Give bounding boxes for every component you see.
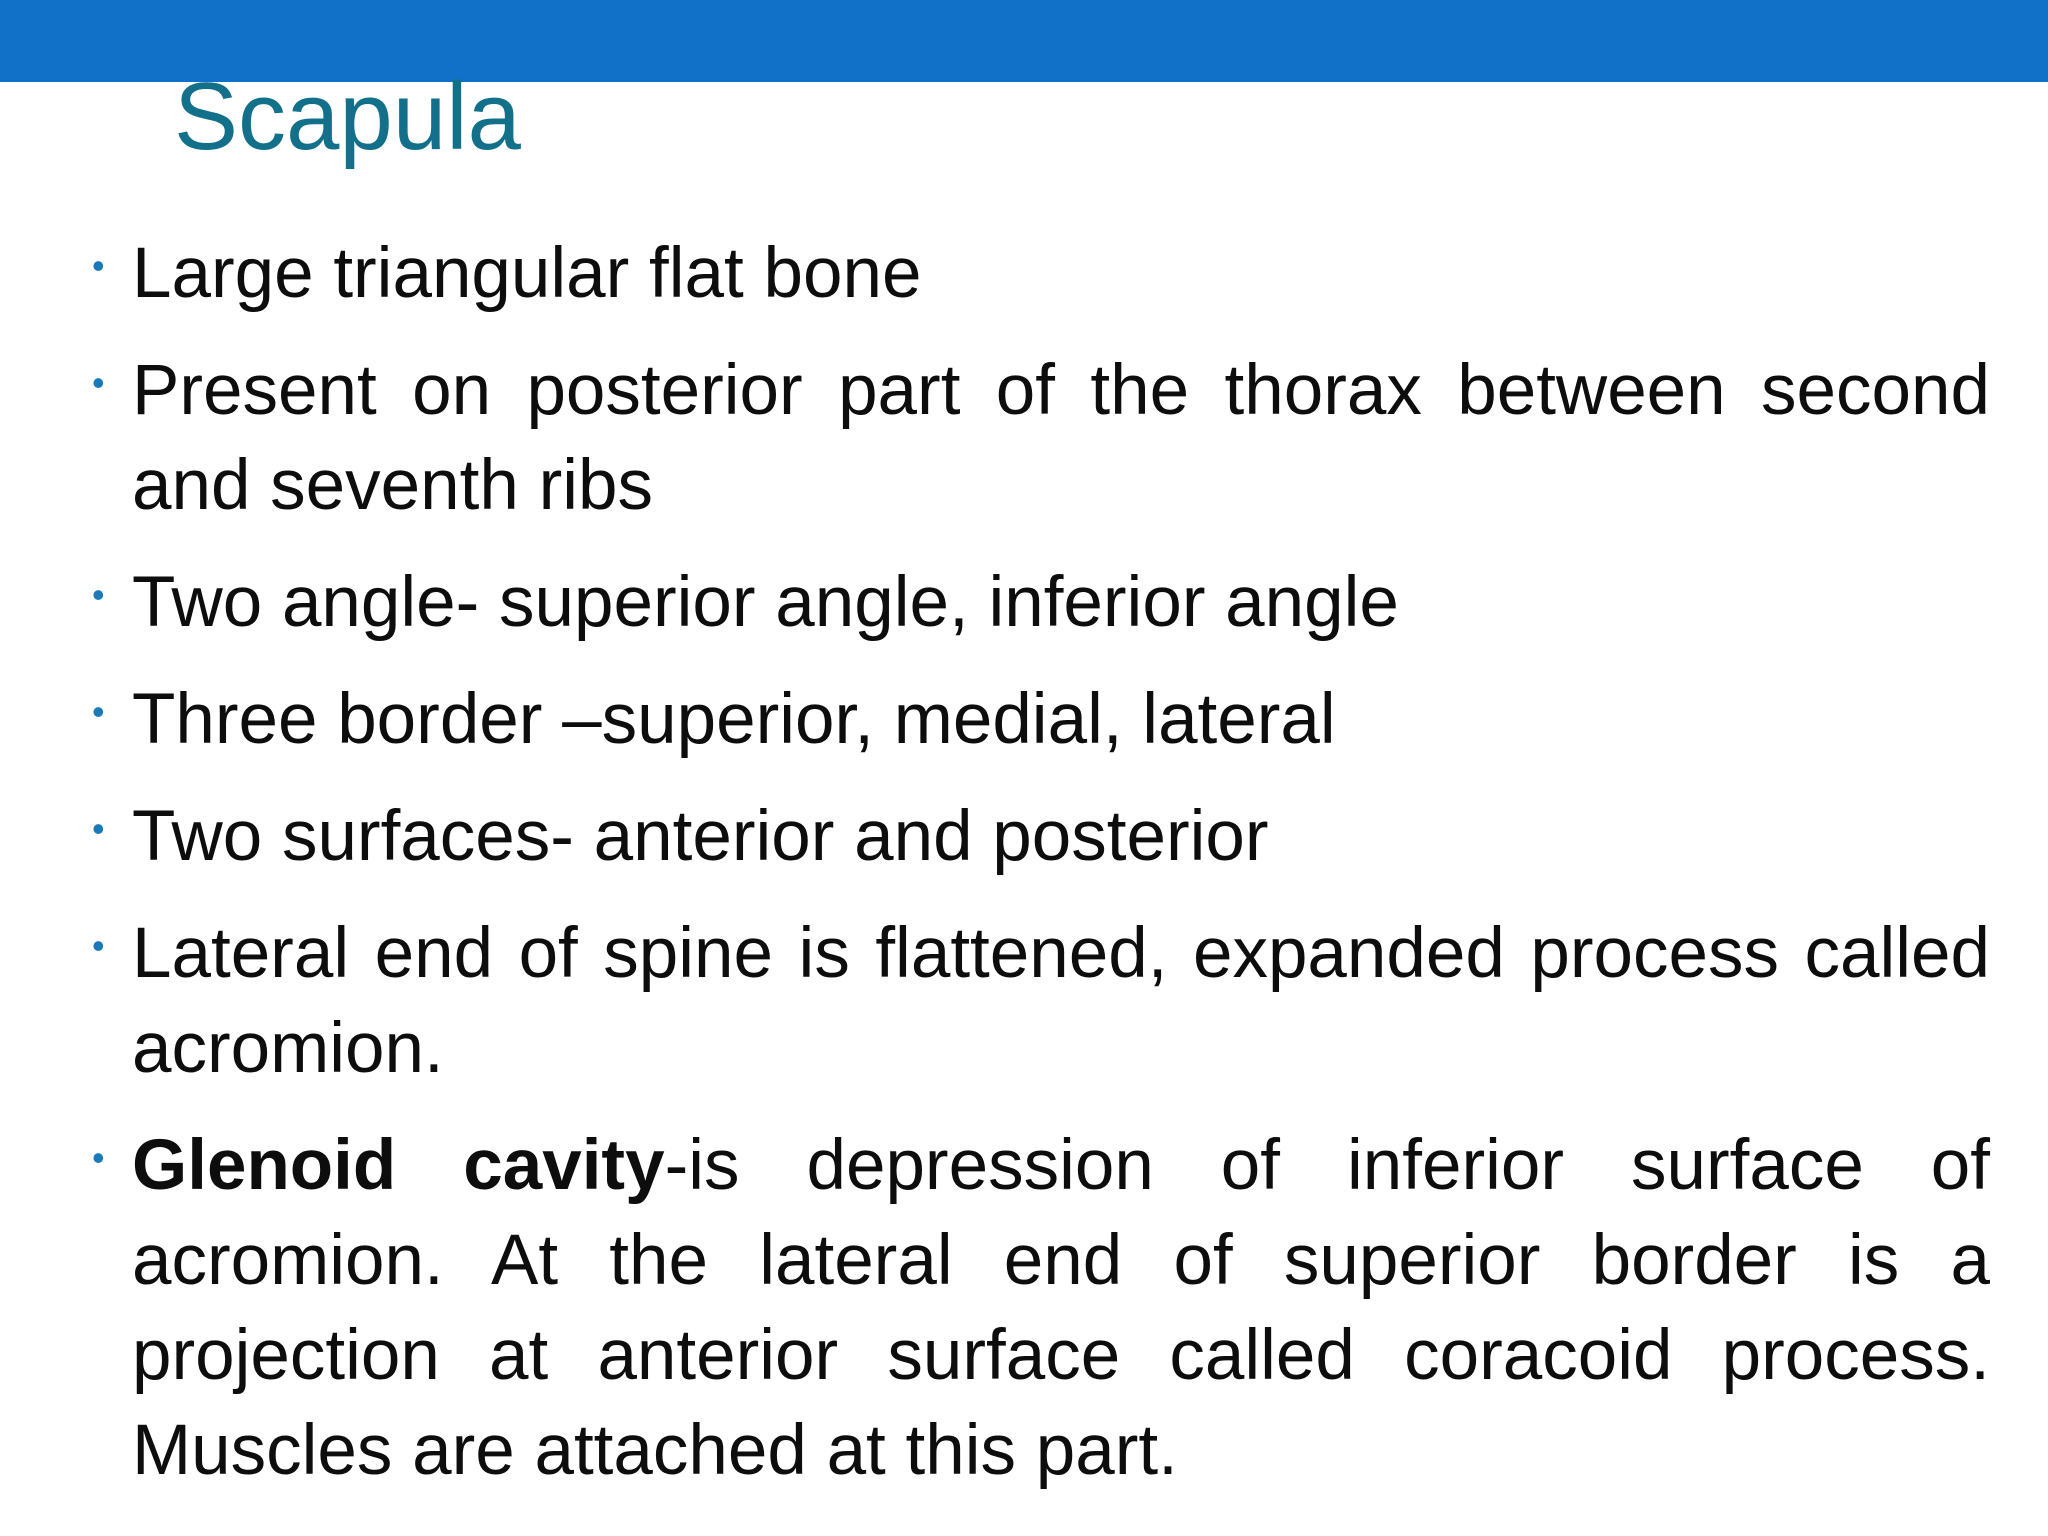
- bullet-text: -is depression of inferior surface of acromion. At the lateral end of superior border is a projection at anterior surface called coracoid process. Muscles are attached at this part.: [132, 1126, 1990, 1490]
- bullet-text: Two angle- superior angle, inferior angle: [132, 563, 1399, 642]
- bullet-dot-icon: •: [92, 808, 105, 849]
- bullet-dot-icon: •: [92, 925, 105, 966]
- bullet-text: Present on posterior part of the thorax between second and seventh ribs: [132, 351, 1990, 525]
- bullet-text: Two surfaces- anterior and posterior: [132, 797, 1269, 876]
- bullet-item: [90, 226, 1990, 321]
- bullet-item: [90, 789, 1990, 884]
- glenoid-cavity-term: Glenoid cavity: [132, 1126, 665, 1205]
- bullet-item: [90, 555, 1990, 650]
- bullet-text: Lateral end of spine is flattened, expanded process called acromion.: [132, 914, 1990, 1088]
- bullet-item: [90, 906, 1990, 1096]
- bullet-item: [90, 1118, 1990, 1498]
- bullet-dot-icon: •: [92, 1137, 105, 1178]
- bullet-dot-icon: •: [92, 574, 105, 615]
- slide-title: Scapula: [174, 63, 521, 170]
- bullet-text: Three border –superior, medial, lateral: [132, 680, 1336, 759]
- bullet-item: [90, 343, 1990, 533]
- bullet-dot-icon: •: [92, 245, 105, 286]
- bullet-dot-icon: •: [92, 362, 105, 403]
- bullet-dot-icon: •: [92, 691, 105, 732]
- bullet-text: Large triangular flat bone: [132, 234, 922, 313]
- bullet-list: [90, 226, 1990, 1520]
- bullet-item: [90, 672, 1990, 767]
